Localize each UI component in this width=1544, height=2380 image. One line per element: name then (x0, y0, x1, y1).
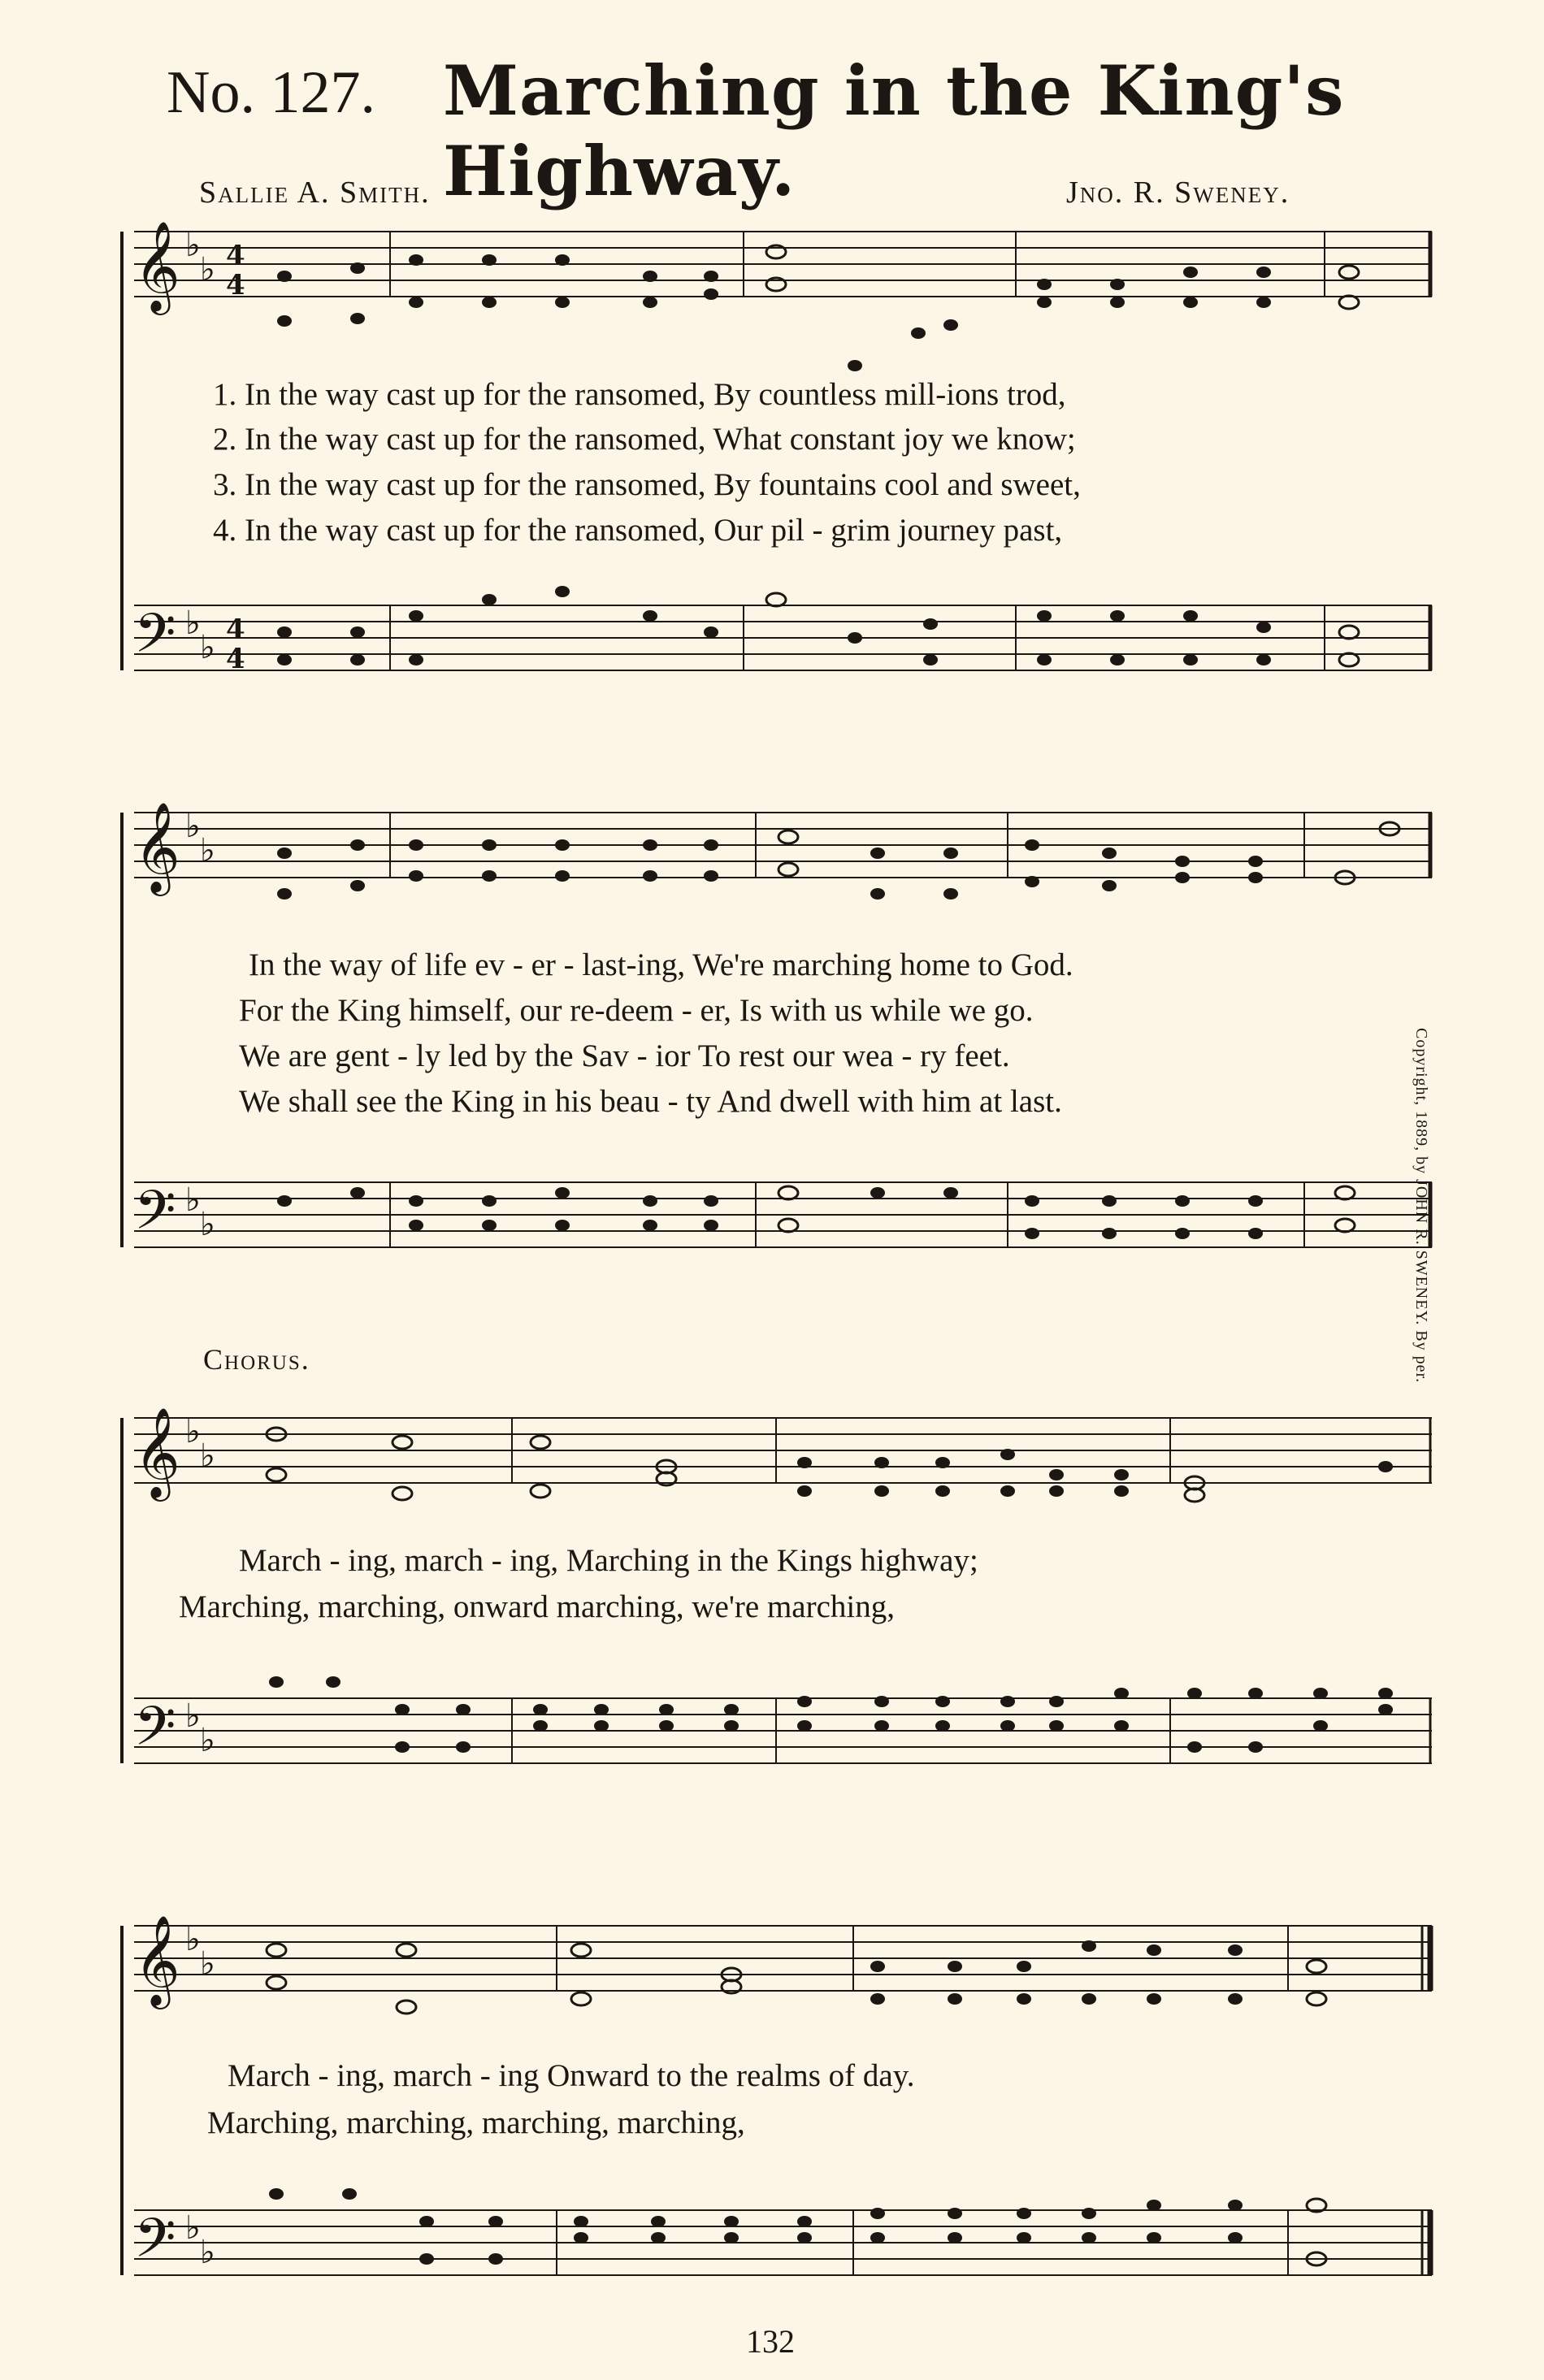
svg-text:♭: ♭ (185, 227, 201, 264)
verse-3-line-2: We are gent - ly led by the Sav - ior To rest our wea - ry feet. (239, 1038, 1010, 1073)
verse-3-line-1: 3. In the way cast up for the ransomed, By fountains cool and sweet, (213, 467, 1081, 502)
verse-2-line-1: 2. In the way cast up for the ransomed, What constant joy we know; (213, 422, 1076, 457)
verse-2-line-2: For the King himself, our re-deem - er, Is with us while we go. (239, 993, 1034, 1028)
svg-text:♭: ♭ (200, 251, 215, 288)
chorus-line-2-lower: Marching, marching, marching, marching, (207, 2105, 745, 2140)
verse-1-line-2: In the way of life ev - er - last-ing, We're marching home to God. (249, 947, 1073, 982)
svg-text:♭: ♭ (185, 2209, 201, 2247)
svg-text:♭: ♭ (200, 1722, 215, 1759)
svg-text:𝄢: 𝄢 (134, 1179, 176, 1255)
svg-text:𝄢: 𝄢 (134, 602, 176, 678)
svg-text:♭: ♭ (185, 1921, 201, 1958)
svg-text:4: 4 (226, 613, 245, 646)
composer-credit: Jno. R. Sweney. (1066, 176, 1290, 210)
hymn-number: No. 127. (167, 59, 375, 126)
hymn-title: Marching in the King's Highway. (443, 50, 1345, 211)
staff-system-1-bass (134, 605, 1432, 670)
chorus-line-1-upper: March - ing, march - ing, Marching in the Kings highway; (239, 1543, 978, 1578)
copyright-notice: Copyright, 1889, by JOHN R. SWENEY. By per. (1412, 1028, 1430, 1384)
svg-text:♭: ♭ (200, 629, 215, 666)
svg-text:♭: ♭ (185, 1413, 201, 1450)
svg-text:𝄞: 𝄞 (134, 220, 180, 311)
verse-4-line-2: We shall see the King in his beau - ty And dwell with him at last. (239, 1084, 1062, 1119)
svg-text:𝄢: 𝄢 (134, 2207, 176, 2282)
verse-4-line-1: 4. In the way cast up for the ransomed, Our pil - grim journey past, (213, 513, 1063, 548)
svg-text:4: 4 (226, 240, 245, 272)
svg-text:♭: ♭ (185, 1697, 201, 1735)
svg-text:♭: ♭ (185, 808, 201, 845)
svg-text:4: 4 (226, 643, 245, 675)
svg-text:♭: ♭ (200, 1945, 215, 1983)
chorus-label: Chorus. (203, 1343, 310, 1376)
svg-text:♭: ♭ (185, 605, 201, 642)
staff-system-2-treble (134, 813, 1432, 878)
staff-system-2-bass (134, 1182, 1432, 1247)
svg-text:𝄞: 𝄞 (134, 1914, 180, 2005)
svg-text:𝄢: 𝄢 (134, 1695, 176, 1771)
page-number: 132 (746, 2323, 795, 2360)
svg-text:♭: ♭ (200, 1437, 215, 1475)
author-credit: Sallie A. Smith. (199, 176, 431, 210)
svg-text:♭: ♭ (200, 1206, 215, 1243)
svg-text:♭: ♭ (185, 1181, 201, 1219)
svg-text:4: 4 (226, 269, 245, 301)
staff-system-3-bass (134, 1698, 1432, 1763)
svg-text:𝄞: 𝄞 (134, 1407, 180, 1498)
svg-text:♭: ♭ (200, 832, 215, 869)
chorus-line-2-upper: March - ing, march - ing Onward to the realms of day. (228, 2058, 915, 2093)
staff-system-1-treble (134, 232, 1432, 297)
staff-system-4-treble (134, 1926, 1432, 1991)
svg-text:𝄞: 𝄞 (134, 801, 180, 892)
staff-system-3-treble (134, 1418, 1432, 1483)
verse-1-line-1: 1. In the way cast up for the ransomed, By countless mill-ions trod, (213, 377, 1066, 412)
chorus-line-1-lower: Marching, marching, onward marching, we're marching, (179, 1589, 895, 1624)
svg-text:♭: ♭ (200, 2234, 215, 2271)
